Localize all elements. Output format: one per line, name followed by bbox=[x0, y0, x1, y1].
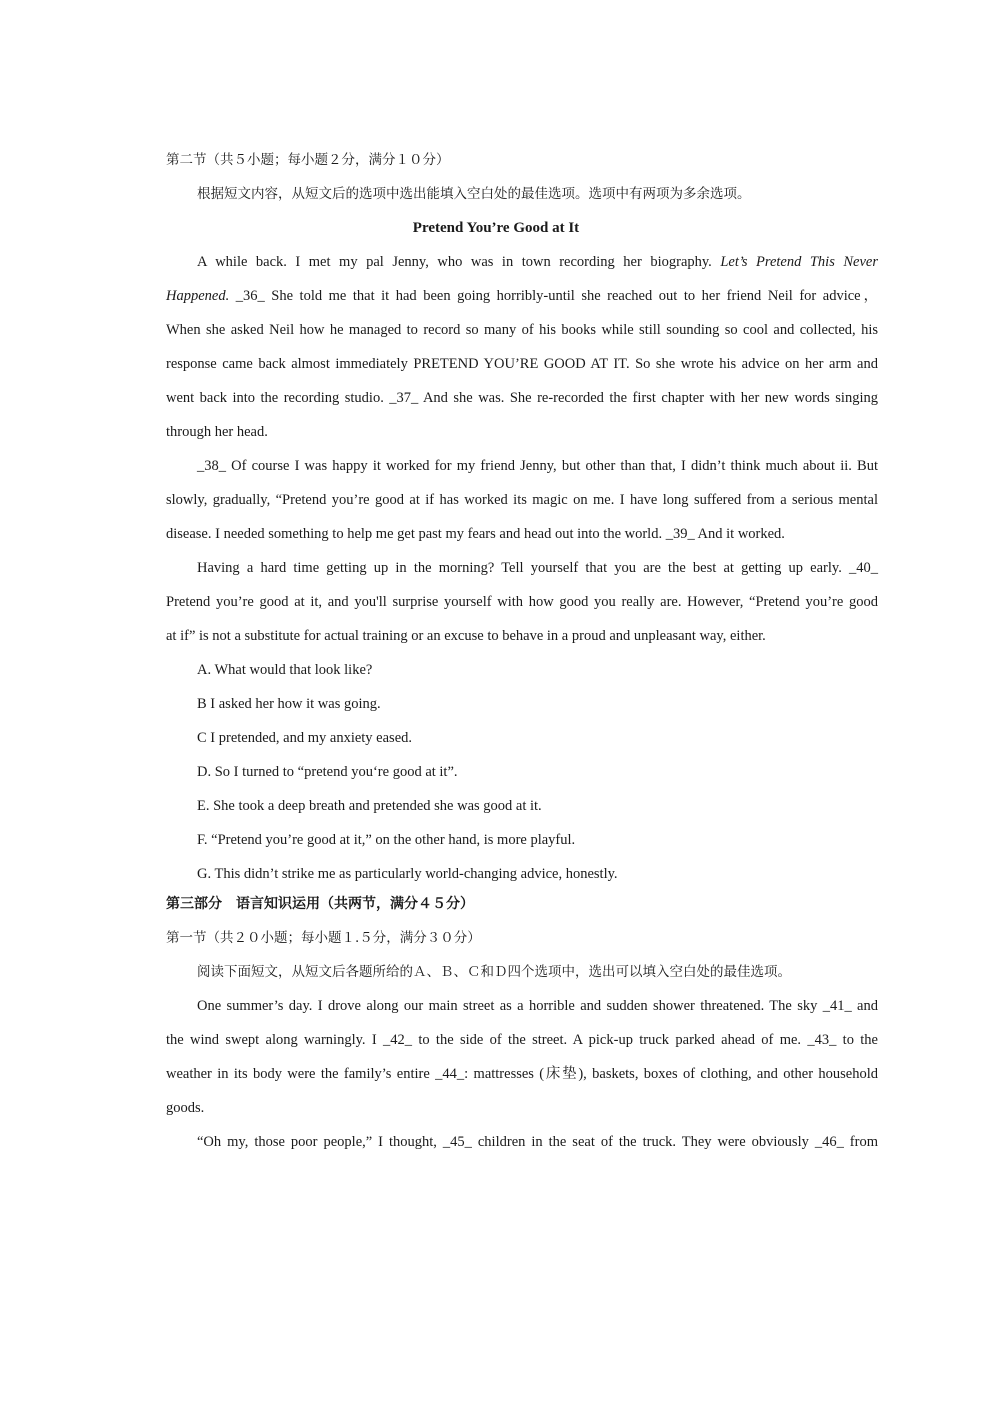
passage1-line4: response came back almost immediately PRETEND YOU’RE GOOD AT IT. So she wrote his advice on her arm and bbox=[166, 356, 878, 372]
part3-instruction: 阅读下面短文，从短文后各题所给的Ａ、Ｂ、Ｃ和Ｄ四个选项中，选出可以填入空白处的最佳选项。 bbox=[197, 964, 791, 980]
cloze-p2-line1: “Oh my, those poor people,” I thought, _45_ children in the seat of the truck. They were obviously _46_ from bbox=[197, 1134, 878, 1150]
passage1-line1 bbox=[197, 252, 878, 274]
section2-heading: 第二节（共５小题；每小题２分，满分１０分） bbox=[166, 152, 450, 168]
passage2-line3: disease. I needed something to help me get past my fears and head out into the world. _39_ And it worked. bbox=[166, 526, 785, 542]
option-g: G. This didn’t strike me as particularly world-changing advice, honestly. bbox=[197, 866, 618, 882]
passage-title: Pretend You’re Good at It bbox=[412, 220, 580, 236]
passage1-line3: When she asked Neil how he managed to record so many of his books while still sounding so cool and collected, his bbox=[166, 322, 878, 338]
passage1-line2 bbox=[166, 286, 878, 308]
text-span: A while back. I met my pal Jenny, who was in town recording her biography. bbox=[197, 254, 721, 270]
passage3-line2: Pretend you’re good at it, and you'll surprise yourself with how good you really are. However, “Pretend you’re good bbox=[166, 594, 878, 610]
book-title-part2: Happened. bbox=[166, 288, 230, 304]
option-c: C I pretended, and my anxiety eased. bbox=[197, 730, 413, 746]
part3-heading: 第三部分 语言知识运用（共两节，满分４５分） bbox=[166, 896, 474, 912]
cloze-p1-line3: weather in its body were the family’s entire _44_: mattresses (床垫), baskets, boxes of clothing, and other household bbox=[166, 1066, 878, 1082]
option-f: F. “Pretend you’re good at it,” on the other hand, is more playful. bbox=[197, 832, 576, 848]
cloze-p1-line2: the wind swept along warningly. I _42_ to the side of the street. A pick-up truck parked ahead of me. _43_ to the bbox=[166, 1032, 878, 1048]
passage1-line6: through her head. bbox=[166, 424, 268, 440]
part3-section1-heading: 第一节（共２０小题；每小题１.５分，满分３０分） bbox=[166, 930, 481, 946]
text-span: _36_ She told me that it had been going horribly-until she reached out to her friend Neil for advice， bbox=[229, 288, 878, 304]
passage2-line1: _38_ Of course I was happy it worked for my friend Jenny, but other than that, I didn’t think much about ii. But bbox=[197, 458, 878, 474]
passage2-line2: slowly, gradually, “Pretend you’re good at if has worked its magic on me. I have long suffered from a serious mental bbox=[166, 492, 878, 508]
option-d: D. So I turned to “pretend you‘re good at it”. bbox=[197, 764, 458, 780]
section2-instruction: 根据短文内容，从短文后的选项中选出能填入空白处的最佳选项。选项中有两项为多余选项。 bbox=[197, 186, 751, 202]
option-a: A. What would that look like? bbox=[197, 662, 373, 678]
cloze-p1-line4: goods. bbox=[166, 1100, 205, 1116]
option-b: B I asked her how it was going. bbox=[197, 696, 381, 712]
book-title-part1: Let’s Pretend This Never bbox=[720, 254, 878, 270]
cloze-p1-line1: One summer’s day. I drove along our main street as a horrible and sudden shower threatened. The sky _41_ and bbox=[197, 998, 878, 1014]
option-e: E. She took a deep breath and pretended she was good at it. bbox=[197, 798, 542, 814]
passage1-line5: went back into the recording studio. _37_ And she was. She re-recorded the first chapter with her new words singing bbox=[166, 390, 878, 406]
passage3-line1: Having a hard time getting up in the morning? Tell yourself that you are the best at getting up early. _40_ bbox=[197, 560, 878, 576]
passage3-line3: at if” is not a substitute for actual training or an excuse to behave in a proud and unpleasant way, either. bbox=[166, 628, 766, 644]
